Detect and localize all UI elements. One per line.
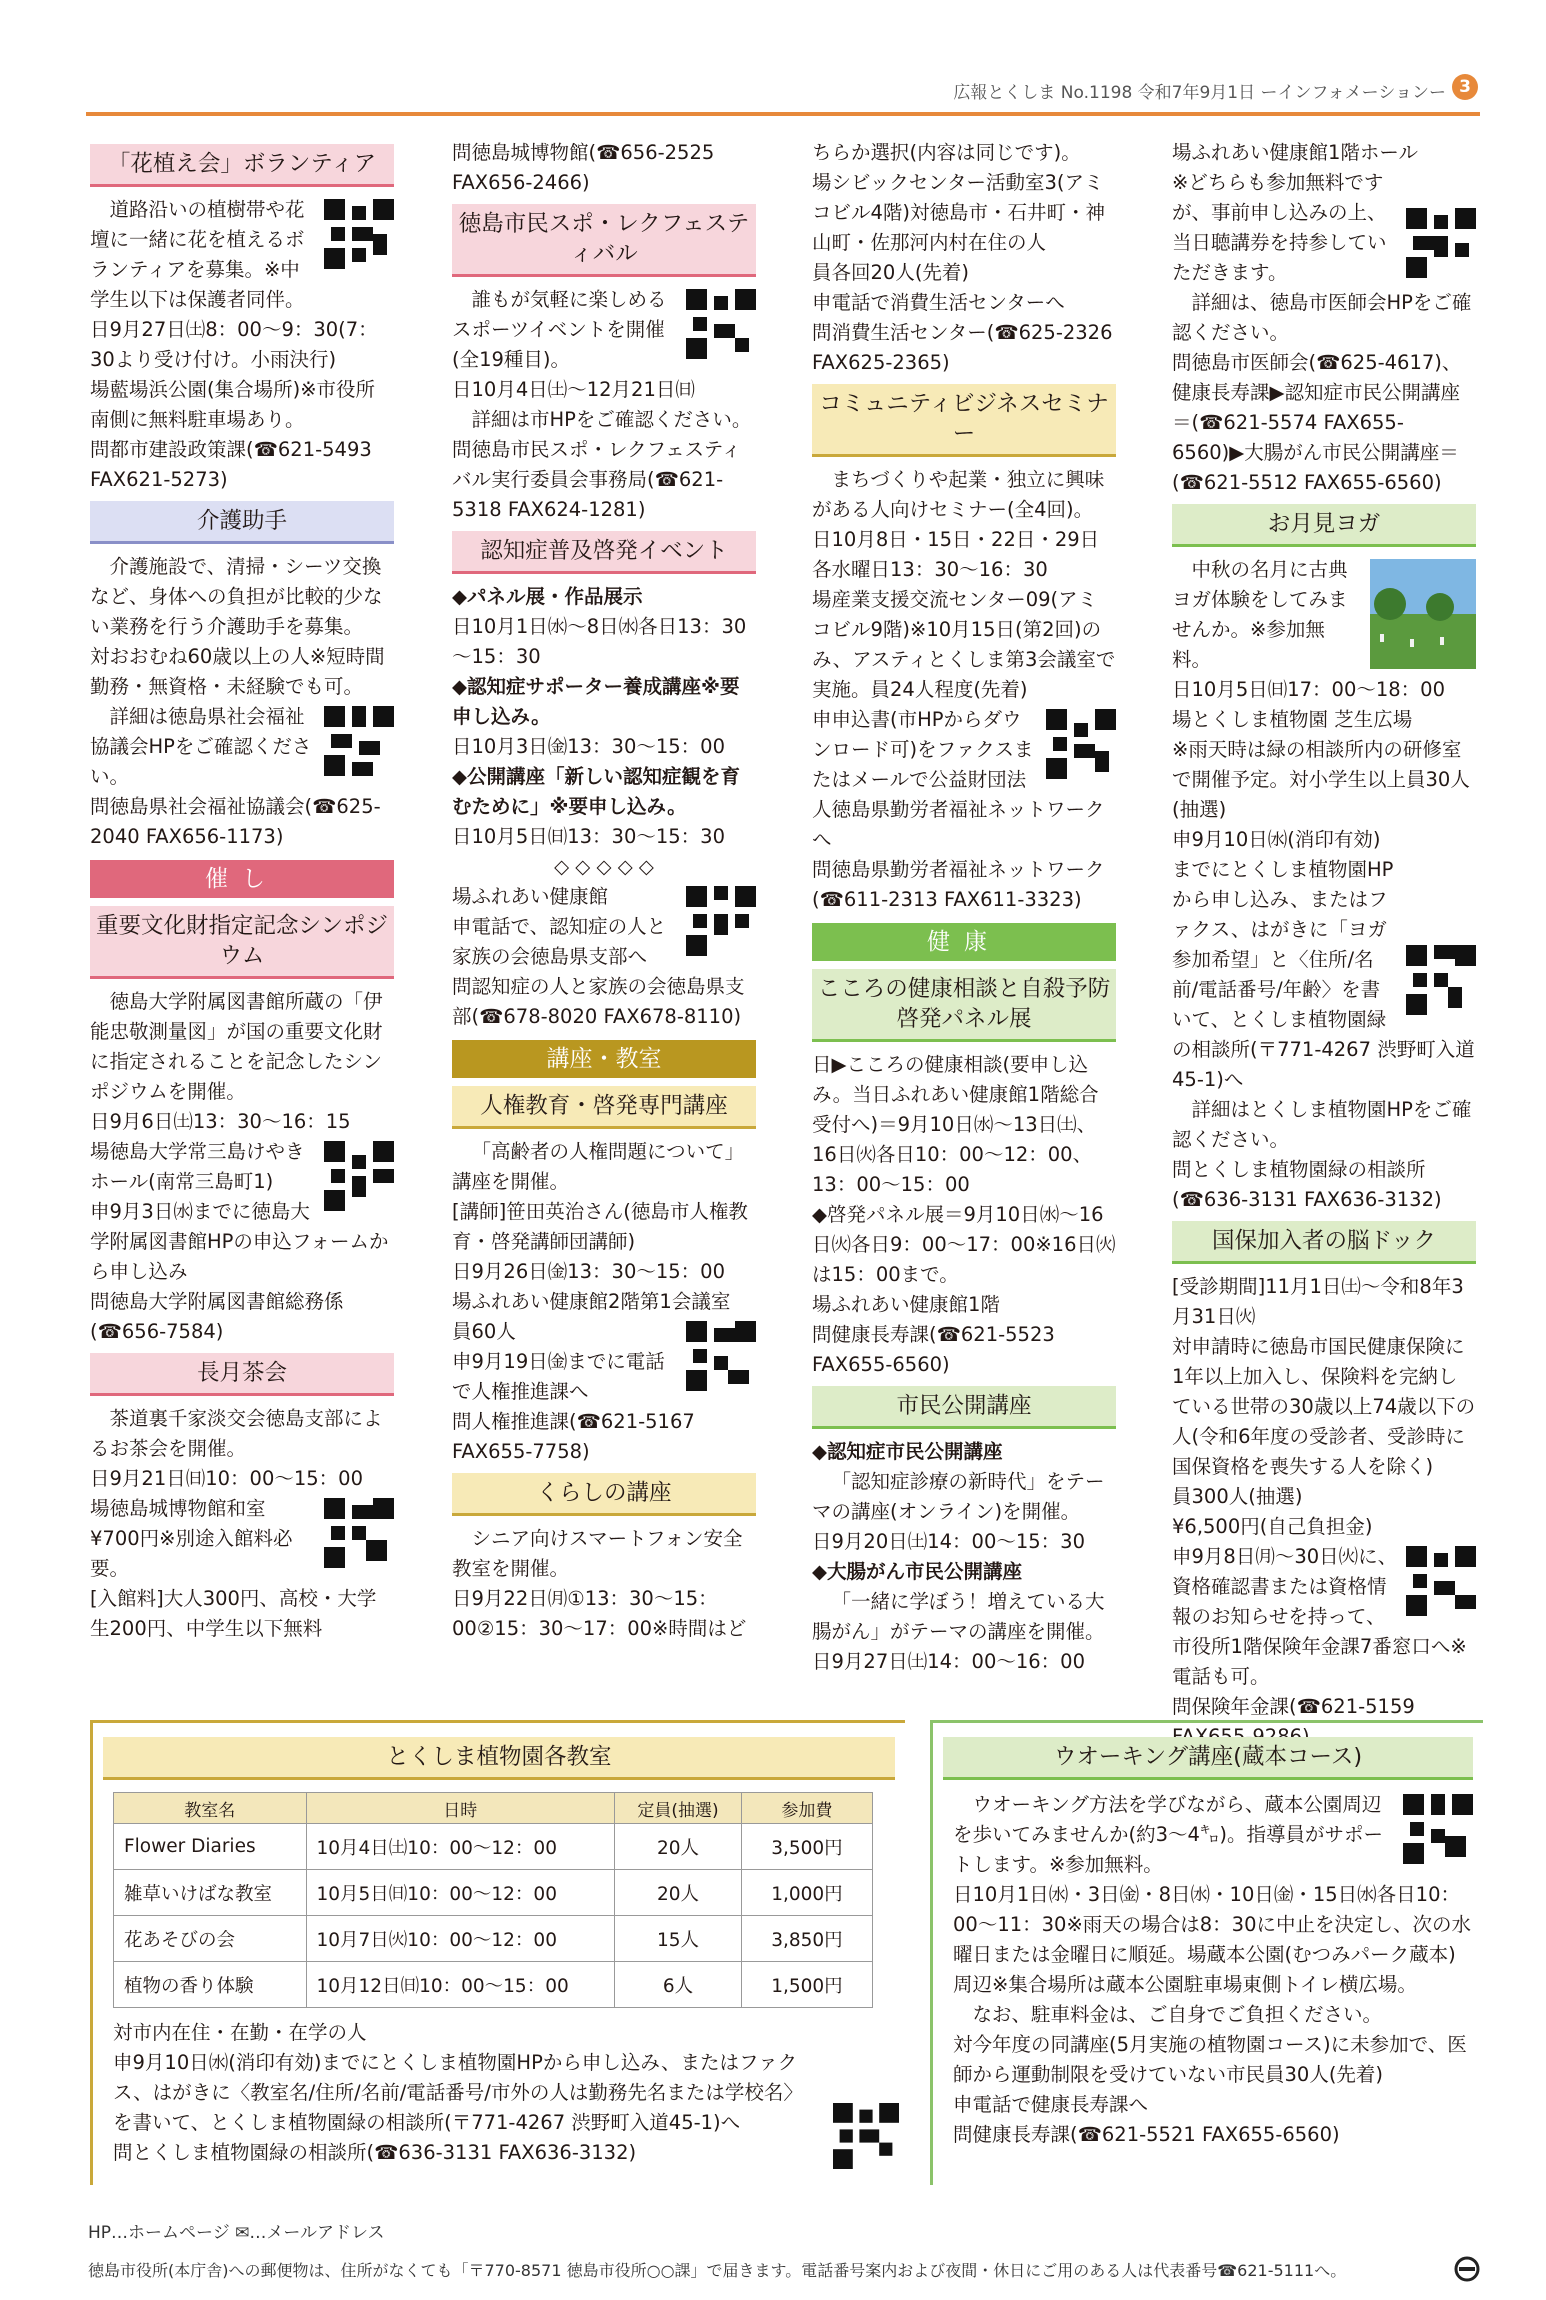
table-cell: 3,850円 — [741, 1916, 872, 1962]
kurashi-apply: 申電話で消費生活センターへ — [812, 291, 1065, 314]
kaigo-contact: 問徳島県社会福祉協議会(☎625-2040 FAX656-1173) — [90, 795, 381, 848]
table-cell: 1,500円 — [741, 1962, 872, 2008]
nou-fee: ¥6,500円(自己負担金) — [1172, 1515, 1373, 1538]
sympo-body: 徳島大学附属図書館所蔵の「伊能忠敬測量図」が国の重要文化財に指定されることを記念したシンポジウムを開催。 — [90, 990, 383, 1103]
garden-contact: 問とくしま植物園緑の相談所(☎636-3131 FAX636-3132) — [113, 2141, 637, 2164]
table-cell: 10月4日㈯10：00～12：00 — [306, 1824, 615, 1870]
kokoro-contact: 問健康長寿課(☎621-5523 FAX655-6560) — [812, 1323, 1055, 1376]
kurashi-body: シニア向けスマートフォン安全教室を開催。 — [452, 1527, 743, 1580]
page-number: 3 — [1452, 74, 1478, 100]
shimin-gan: ◆大腸がん市民公開講座 — [812, 1560, 1022, 1583]
nintei-public: ◆公開講座「新しい認知症観を育むために」※要申し込み。 — [452, 765, 740, 818]
comm-date: 日10月8日・15日・22日・29日各水曜日13：30～16：30 — [812, 528, 1100, 581]
header-rule — [86, 112, 1480, 116]
shimin-nintei-date: 日9月20日㈯14：00～15：30 — [812, 1530, 1085, 1553]
qr-code-icon[interactable] — [324, 199, 394, 269]
category-bar-kenko: 健康 — [812, 923, 1116, 961]
table-row — [114, 1916, 873, 1962]
nou-apply: 申9月8日㈪～30日㈫に、資格確認書または資格情報のお知らせを持って、市役所1階保険年金課7番窓口へ※電話も可。 — [1172, 1545, 1467, 1688]
walking-parking: なお、駐車料金は、ご自身でご負担ください。 — [972, 2003, 1383, 2026]
table-cell: 3,500円 — [741, 1824, 872, 1870]
garden-title: とくしま植物園各教室 — [103, 1737, 895, 1780]
sympo-apply: 申9月3日㈬までに徳島大学附属図書館HPの申込フォームから申し込み — [90, 1200, 389, 1283]
yoga-body: 中秋の名月に古典ヨガ体験をしてみませんか。※参加無料。 — [1172, 558, 1348, 671]
tokushima-city-emblem-icon — [1454, 2256, 1480, 2282]
shimin-gan-date: 日9月27日㈯14：00～16：00 — [812, 1650, 1085, 1673]
section-title-kurashi: くらしの講座 — [452, 1473, 756, 1516]
col-header: 定員(抽選) — [615, 1793, 742, 1824]
kurashi-capacity: 員各回20人(先着) — [812, 261, 970, 284]
section-title-sympo: 重要文化財指定記念シンポジウム — [90, 906, 394, 979]
section-title-jinken: 人権教育・啓発専門講座 — [452, 1086, 756, 1129]
column-4 — [1172, 138, 1476, 1752]
yoga-date: 日10月5日㈰17：00～18：00 — [1172, 678, 1445, 701]
jinken-contact: 問人権推進課(☎621-5167 FAX655-7758) — [452, 1410, 695, 1463]
walking-date: 日10月1日㈬・3日㈮・8日㈬・10日㈮・15日㈬各日10：00～11：30※雨天の場合は8：30に中止を決定し、次の水曜日または金曜日に順延。場蔵本公園(むつみパーク蔵本)周辺※集合場所は蔵本公園駐車場東側トイレ横広場。 — [953, 1883, 1471, 1996]
sports-contact: 問徳島市民スポ・レクフェスティバル実行委員会事務局(☎621-5318 FAX624-1281) — [452, 438, 742, 521]
yoga-apply: 申9月10日㈬(消印有効)までにとくしま植物園HPから申し込み、またはファクス、はがきに「ヨガ参加希望」と〈住所/名前/電話番号/年齢〉を書いて、とくしま植物園緑の相談所(〒771-4267 渋野町入道45-1)へ — [1172, 828, 1475, 1091]
shimin-nintei: ◆認知症市民公開講座 — [812, 1440, 1003, 1463]
table-cell: 15人 — [615, 1916, 742, 1962]
garden-table — [113, 1792, 873, 2008]
table-cell: 花あそびの会 — [114, 1916, 307, 1962]
cha-fee: ¥700円※別途入館料必要。 — [90, 1527, 293, 1580]
column-1 — [90, 138, 394, 1644]
walking-body: ウオーキング方法を学びながら、蔵本公園周辺を歩いてみませんか(約3～4㌔)。指導員がサポートします。※参加無料。 — [953, 1793, 1384, 1876]
page-header — [0, 0, 1546, 120]
yoga-rain: ※雨天時は緑の相談所内の研修室で開催予定。対小学生以上員30人(抽選) — [1172, 738, 1470, 821]
table-cell: 6人 — [615, 1962, 742, 2008]
nou-target: 対申請時に徳島市国民健康保険に1年以上加入し、保険料を完納している世帯の30歳以上74歳以下の人(令和6年度の受診者、受診時に国保資格を喪失する人を除く) — [1172, 1335, 1476, 1478]
nintei-place: 場ふれあい健康館 — [452, 885, 609, 908]
walking-contact: 問健康長寿課(☎621-5521 FAX655-6560) — [953, 2123, 1340, 2146]
walking-content — [953, 1790, 1473, 2150]
qr-code-icon[interactable] — [1406, 945, 1476, 1015]
comm-place: 場産業支援交流センター09(アミコビル9階)※10月15日(第2回)のみ、アスティとくしま第3会議室で実施。員24人程度(先着) — [812, 588, 1116, 701]
sports-date: 日10月4日㈯～12月21日㈰ — [452, 378, 695, 401]
cha-body: 茶道裏千家淡交会徳島支部によるお茶会を開催。 — [90, 1407, 383, 1460]
section-title-kaigo: 介護助手 — [90, 501, 394, 544]
cha-admission: [入館料]大人300円、高校・大学生200円、中学生以下無料 — [90, 1587, 377, 1640]
nintei-public-date: 日10月5日㈰13：30～15：30 — [452, 825, 725, 848]
sports-detail: 詳細は市HPをご確認ください。 — [471, 408, 752, 431]
walking-apply: 申電話で健康長寿課へ — [953, 2093, 1149, 2116]
jinken-date: 日9月26日㈮13：30～15：00 — [452, 1260, 725, 1283]
sympo-date: 日9月6日㈯13：30～16：15 — [90, 1110, 351, 1133]
table-header-row — [114, 1793, 873, 1824]
qr-code-icon[interactable] — [324, 1498, 394, 1568]
category-bar-moyoshi: 催し — [90, 860, 394, 898]
table-row — [114, 1962, 873, 2008]
section-title-nou: 国保加入者の脳ドック — [1172, 1221, 1476, 1264]
walking-box — [930, 1720, 1483, 2185]
yoga-photo — [1370, 559, 1476, 669]
garden-classes-box — [90, 1720, 905, 2185]
qr-code-icon[interactable] — [324, 1141, 394, 1211]
sympo-place: 場徳島大学常三島けやきホール(南常三島町1) — [90, 1140, 305, 1193]
section-title-comm: コミュニティビジネスセミナー — [812, 384, 1116, 457]
col-header: 教室名 — [114, 1793, 307, 1824]
yoga-detail: 詳細はとくしま植物園HPをご確認ください。 — [1172, 1098, 1472, 1151]
qr-code-icon[interactable] — [686, 886, 756, 956]
hana-body: 道路沿いの植樹帯や花壇に一緒に花を植えるボランティアを募集。※中学生以下は保護者同伴。 — [90, 198, 305, 311]
qr-code-icon[interactable] — [686, 289, 756, 359]
nintei-diamonds: ◇ ◇ ◇ ◇ ◇ — [554, 855, 654, 878]
nintei-supporter: ◆認知症サポーター養成講座※要申し込み。 — [452, 675, 740, 728]
garden-apply: 申9月10日㈬(消印有効)までにとくしま植物園HPから申し込み、またはファクス、はがきに〈教室名/住所/名前/電話番号/市外の人は勤務先名または学校名〉を書いて、とくしま植物園緑の相談所(〒771-4267 渋野町入道45-1)へ — [113, 2051, 803, 2134]
qr-code-icon[interactable] — [1403, 1794, 1473, 1864]
kokoro-panel: ◆啓発パネル展＝9月10日㈬～16日㈫各日9：00～17：00※16日㈫は15：00まで。 — [812, 1203, 1116, 1286]
kurashi-cont: ちらか選択(内容は同じです)。 — [812, 141, 1081, 164]
section-title-kokoro: こころの健康相談と自殺予防啓発パネル展 — [812, 969, 1116, 1042]
walking-target: 対今年度の同講座(5月実施の植物園コース)に未参加で、医師から運動制限を受けていない市民員30人(先着) — [953, 2033, 1467, 2086]
comm-body: まちづくりや起業・独立に興味がある人向けセミナー(全4回)。 — [812, 468, 1105, 521]
nintei-panel-date: 日10月1日㈬～8日㈬各日13：30～15：30 — [452, 615, 747, 668]
footer-note: 徳島市役所(本庁舎)への郵便物は、住所がなくても「〒770-8571 徳島市役所○○課」で届きます。電話番号案内および夜間・休日にご用のある人は代表番号☎621-5111へ。 — [88, 2261, 1347, 2280]
cha-date: 日9月21日㈰10：00～15：00 — [90, 1467, 363, 1490]
table-row — [114, 1870, 873, 1916]
hana-date: 日9月27日㈯8：00～9：30(7：30より受け付け。小雨決行) — [90, 318, 378, 371]
table-cell: 10月7日㈫10：00～12：00 — [306, 1916, 615, 1962]
section-title-yoga: お月見ヨガ — [1172, 504, 1476, 547]
walking-title: ウオーキング講座(蔵本コース) — [943, 1737, 1473, 1780]
shimin-note: ※どちらも参加無料ですが、事前申し込みの上、当日聴講券を持参していただきます。 — [1172, 171, 1387, 284]
comm-apply: 申申込書(市HPからダウンロード可)をファクスまたはメールで公益財団法人徳島県勤労者福祉ネットワークへ — [812, 708, 1105, 851]
kaigo-detail: 詳細は徳島県社会福祉協議会HPをご確認ください。 — [90, 705, 312, 788]
shimin-place: 場ふれあい健康館1階ホール — [1172, 141, 1419, 164]
table-cell: 雑草いけばな教室 — [114, 1870, 307, 1916]
nintei-panel: ◆パネル展・作品展示 — [452, 585, 643, 608]
section-title-nintei: 認知症普及啓発イベント — [452, 531, 756, 574]
table-row — [114, 1824, 873, 1870]
col-header: 参加費 — [741, 1793, 872, 1824]
jinken-apply: 申9月19日㈮までに電話で人権推進課へ — [452, 1350, 665, 1403]
jinken-capacity: 員60人 — [452, 1320, 516, 1343]
sports-body: 誰もが気軽に楽しめるスポーツイベントを開催(全19種目)。 — [452, 288, 667, 371]
col-header: 日時 — [306, 1793, 615, 1824]
section-title-cha: 長月茶会 — [90, 1353, 394, 1396]
kaigo-body: 介護施設で、清掃・シーツ交換など、身体への負担が比較的少ない業務を行う介護助手を募集。 — [90, 555, 383, 638]
qr-code-icon[interactable] — [1046, 709, 1116, 779]
shimin-nintei-body: 「認知症診療の新時代」をテーマの講座(オンライン)を開催。 — [812, 1470, 1105, 1523]
nou-period: [受診期間]11月1日㈯～令和8年3月31日㈫ — [1172, 1275, 1464, 1328]
column-2 — [452, 138, 756, 1644]
table-cell: 10月5日㈰10：00～12：00 — [306, 1870, 615, 1916]
table-cell: 10月12日㈰10：00～15：00 — [306, 1962, 615, 2008]
publication-info: 広報とくしま No.1198 令和7年9月1日 ーインフォメーションー — [953, 83, 1446, 103]
section-title-hana: 「花植え会」ボランティア — [90, 144, 394, 187]
sympo-contact: 問徳島大学附属図書館総務係(☎656-7584) — [90, 1290, 344, 1343]
garden-notes — [113, 2018, 813, 2168]
section-title-sports: 徳島市民スポ・レクフェスティバル — [452, 204, 756, 277]
shimin-gan-body: 「一緒に学ぼう！増えている大腸がん」がテーマの講座を開催。 — [812, 1590, 1105, 1643]
table-cell: 20人 — [615, 1824, 742, 1870]
jinken-body: 「高齢者の人権問題について」講座を開催。 — [452, 1140, 745, 1193]
cha-contact: 問徳島城博物館(☎656-2525 FAX656-2466) — [452, 141, 715, 194]
yoga-contact: 問とくしま植物園緑の相談所(☎636-3131 FAX636-3132) — [1172, 1158, 1442, 1211]
nintei-apply: 申電話で、認知症の人と家族の会徳島県支部へ — [452, 915, 667, 968]
nintei-supporter-date: 日10月3日㈮13：30～15：00 — [452, 735, 725, 758]
qr-code-icon[interactable] — [1406, 208, 1476, 278]
hana-place: 場藍場浜公園(集合場所)※市役所南側に無料駐車場あり。 — [90, 378, 376, 431]
jinken-lecturer: [講師]笹田英治さん(徳島市人権教育・啓発講師団講師) — [452, 1200, 748, 1253]
yoga-place: 場とくしま植物園 芝生広場 — [1172, 708, 1413, 731]
footer-legend: HP…ホームページ ✉…メールアドレス — [88, 2223, 385, 2243]
qr-code-icon[interactable] — [324, 706, 394, 776]
kokoro-place: 場ふれあい健康館1階 — [812, 1293, 1000, 1316]
table-cell: Flower Diaries — [114, 1824, 307, 1870]
shimin-detail: 詳細は、徳島市医師会HPをご確認ください。 — [1172, 291, 1472, 344]
kurashi-date: 日9月22日㈪①13：30～15：00②15：30～17：00※時間はど — [452, 1587, 747, 1640]
nintei-contact: 問認知症の人と家族の会徳島県支部(☎678-8020 FAX678-8110) — [452, 975, 745, 1028]
category-bar-koza: 講座・教室 — [452, 1040, 756, 1078]
qr-code-icon[interactable] — [1406, 1546, 1476, 1616]
kaigo-target: 対おおむね60歳以上の人※短時間勤務・無資格・未経験でも可。 — [90, 645, 385, 698]
kokoro-sodan: 日▶こころの健康相談(要申し込み。当日ふれあい健康館1階総合受付へ)＝9月10日㈬～13日㈯、16日㈫各日10：00～12：00、13：00～15：00 — [812, 1053, 1099, 1196]
nou-contact: 問保険年金課(☎621-5159 — [1172, 1695, 1415, 1718]
qr-code-icon[interactable] — [686, 1321, 756, 1391]
shimin-contact: 問徳島市医師会(☎625-4617)、健康長寿課▶認知症市民公開講座＝(☎621-5574 FAX655-6560)▶大腸がん市民公開講座＝(☎621-5512 FAX655-6560) — [1172, 351, 1462, 494]
kurashi-place: 場シビックセンター活動室3(アミコビル4階)対徳島市・石井町・神山町・佐那河内村在住の人 — [812, 171, 1106, 254]
table-cell: 1,000円 — [741, 1870, 872, 1916]
kurashi-contact: 問消費生活センター(☎625-2326 FAX625-2365) — [812, 321, 1113, 374]
jinken-place: 場ふれあい健康館2階第1会議室 — [452, 1290, 731, 1313]
hana-contact: 問都市建設政策課(☎621-5493 FAX621-5273) — [90, 438, 372, 491]
table-cell: 植物の香り体験 — [114, 1962, 307, 2008]
column-3 — [812, 138, 1116, 1677]
garden-target: 対市内在住・在勤・在学の人 — [113, 2021, 367, 2044]
comm-contact: 問徳島県勤労者福祉ネットワーク(☎611-2313 FAX611-3323) — [812, 858, 1105, 911]
section-title-shimin: 市民公開講座 — [812, 1386, 1116, 1429]
cha-place: 場徳島城博物館和室 — [90, 1497, 266, 1520]
qr-code-icon[interactable] — [833, 2103, 899, 2169]
nou-capacity: 員300人(抽選) — [1172, 1485, 1303, 1508]
table-cell: 20人 — [615, 1870, 742, 1916]
